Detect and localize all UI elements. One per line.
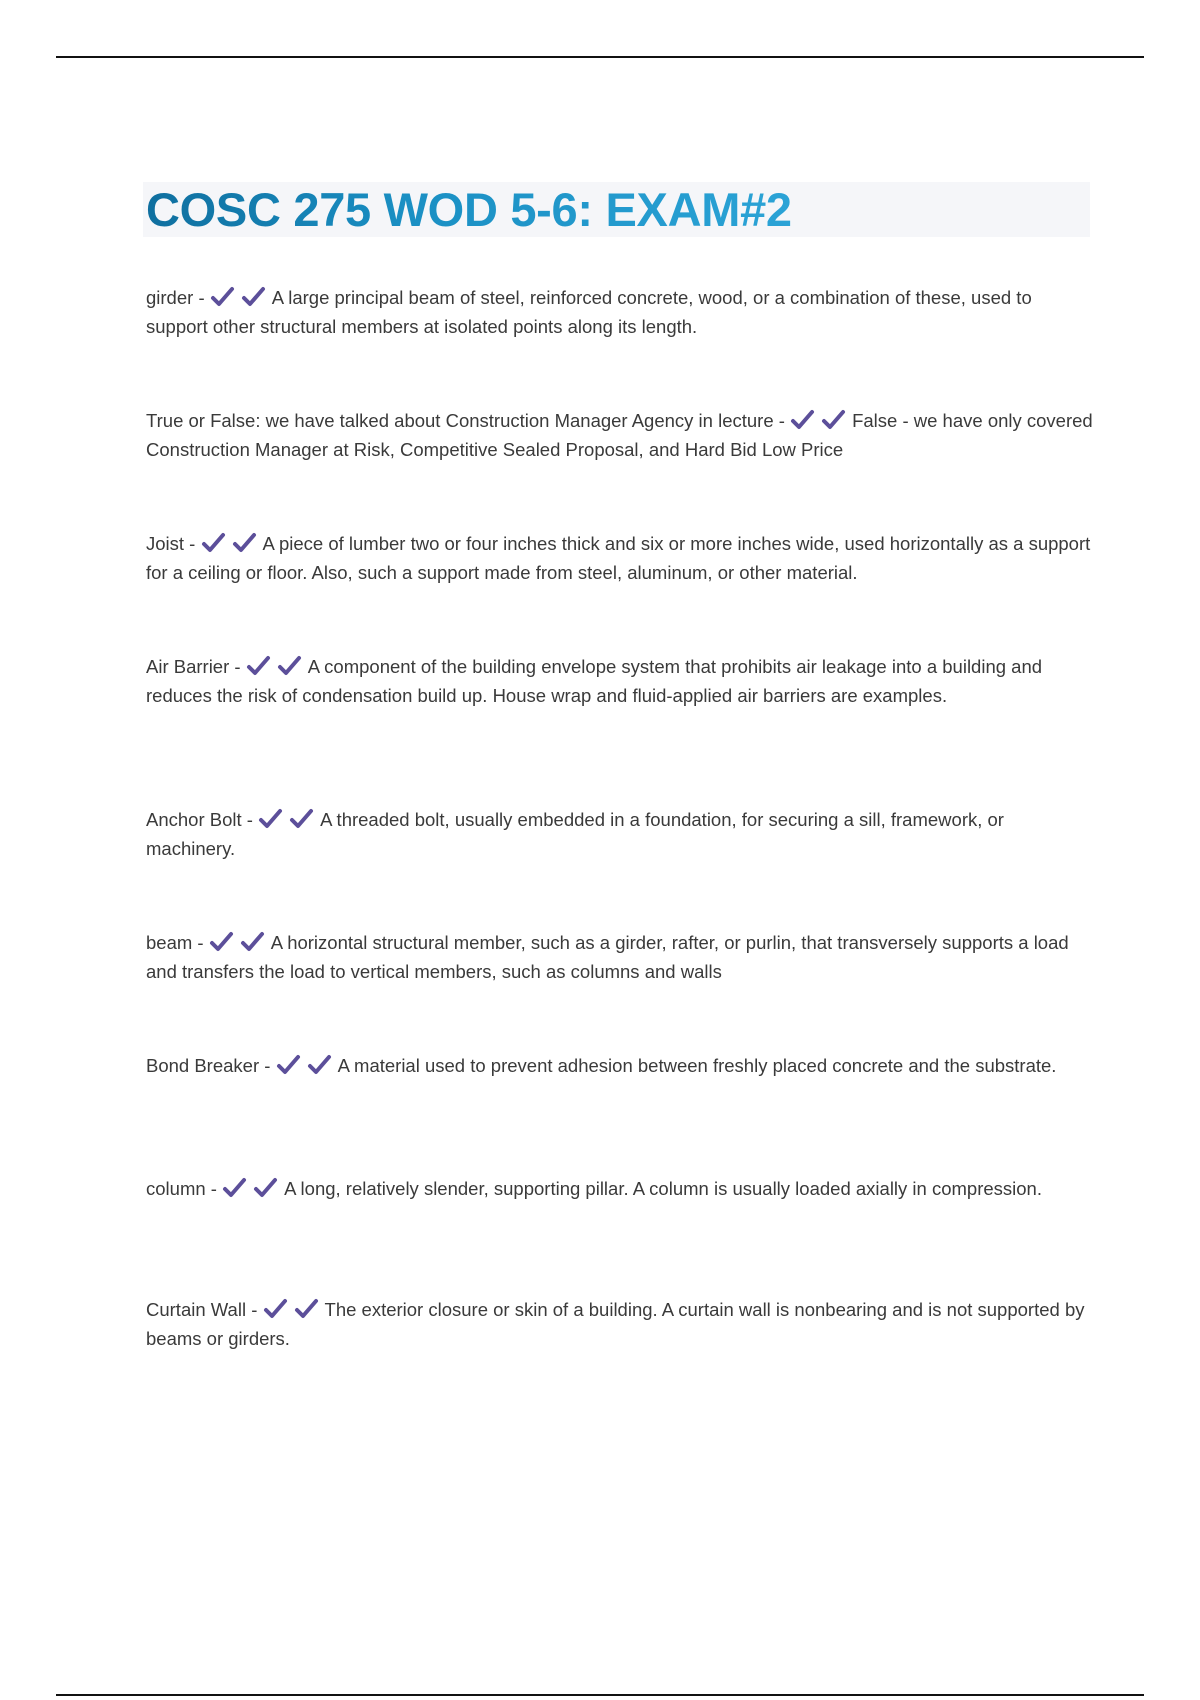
separator: -: [184, 533, 201, 554]
definition-text: A threaded bolt, usually embedded in a foundation, for securing a sill, framework, or machinery.: [146, 809, 1004, 859]
separator: -: [192, 932, 209, 953]
check-icon: [277, 655, 302, 677]
top-rule: [56, 56, 1144, 58]
definition-text: A material used to prevent adhesion between freshly placed concrete and the substrate.: [337, 1055, 1057, 1076]
check-icon: [241, 286, 266, 308]
check-icon: [209, 931, 234, 953]
flashcard-entry: [146, 406, 1096, 464]
definition-text: The exterior closure or skin of a building. A curtain wall is nonbearing and is not supported by beams or girders.: [146, 1299, 1085, 1349]
separator: -: [193, 287, 210, 308]
check-icon: [307, 1054, 332, 1076]
separator: -: [241, 809, 259, 830]
check-icon: [240, 931, 265, 953]
definition-text: A component of the building envelope system that prohibits air leakage into a building and reduces the risk of condensation build up. House wrap and fluid-applied air barriers are examples.: [146, 656, 1043, 706]
flashcard-entry: [146, 1051, 1096, 1080]
check-icon: [232, 532, 257, 554]
flashcard-entry: [146, 1295, 1096, 1353]
check-icon: [276, 1054, 301, 1076]
flashcard-entry: [146, 928, 1096, 986]
check-icon: [289, 808, 314, 830]
definition-text: A large principal beam of steel, reinforced concrete, wood, or a combination of these, used to support other structural members at isolated points along its length.: [146, 287, 1032, 337]
check-icon: [246, 655, 271, 677]
term-text: Joist: [146, 533, 185, 554]
term-text: Curtain Wall: [146, 1299, 247, 1320]
check-icon: [258, 808, 283, 830]
check-icon: [253, 1177, 278, 1199]
separator: -: [229, 656, 246, 677]
separator: -: [259, 1055, 276, 1076]
flashcard-entry: [146, 652, 1096, 710]
flashcard-entry: [146, 283, 1096, 341]
term-text: girder: [146, 287, 194, 308]
definition-text: A horizontal structural member, such as a girder, rafter, or purlin, that transversely supports a load and transfers the load to vertical members, such as columns and walls: [146, 932, 1069, 982]
definition-text: False - we have only covered Construction Manager at Risk, Competitive Sealed Proposal, and Hard Bid Low Price: [146, 410, 1093, 460]
separator: -: [205, 1178, 223, 1199]
check-icon: [263, 1298, 288, 1320]
flashcard-entry: [146, 805, 1096, 863]
term-text: column: [146, 1178, 206, 1199]
check-icon: [222, 1177, 247, 1199]
separator: -: [246, 1299, 263, 1320]
flashcard-entry: [146, 529, 1096, 587]
check-icon: [821, 409, 846, 431]
term-text: Bond Breaker: [146, 1055, 260, 1076]
check-icon: [294, 1298, 319, 1320]
term-text: True or False: we have talked about Construction Manager Agency in lecture: [146, 410, 774, 431]
definition-text: A piece of lumber two or four inches thick and six or more inches wide, used horizontally as a support for a ceiling or floor. Also, such a support made from steel, aluminum, or other material.: [146, 533, 1091, 583]
check-icon: [210, 286, 235, 308]
page-title: COSC 275 WOD 5-6: EXAM#2: [146, 183, 792, 236]
check-icon: [790, 409, 815, 431]
term-text: Anchor Bolt: [146, 809, 242, 830]
bottom-rule: [56, 1694, 1144, 1696]
definition-text: A long, relatively slender, supporting pillar. A column is usually loaded axially in compression.: [284, 1178, 1042, 1199]
term-text: Air Barrier: [146, 656, 230, 677]
check-icon: [201, 532, 226, 554]
term-text: beam: [146, 932, 193, 953]
separator: -: [773, 410, 791, 431]
flashcard-entry: [146, 1174, 1096, 1203]
